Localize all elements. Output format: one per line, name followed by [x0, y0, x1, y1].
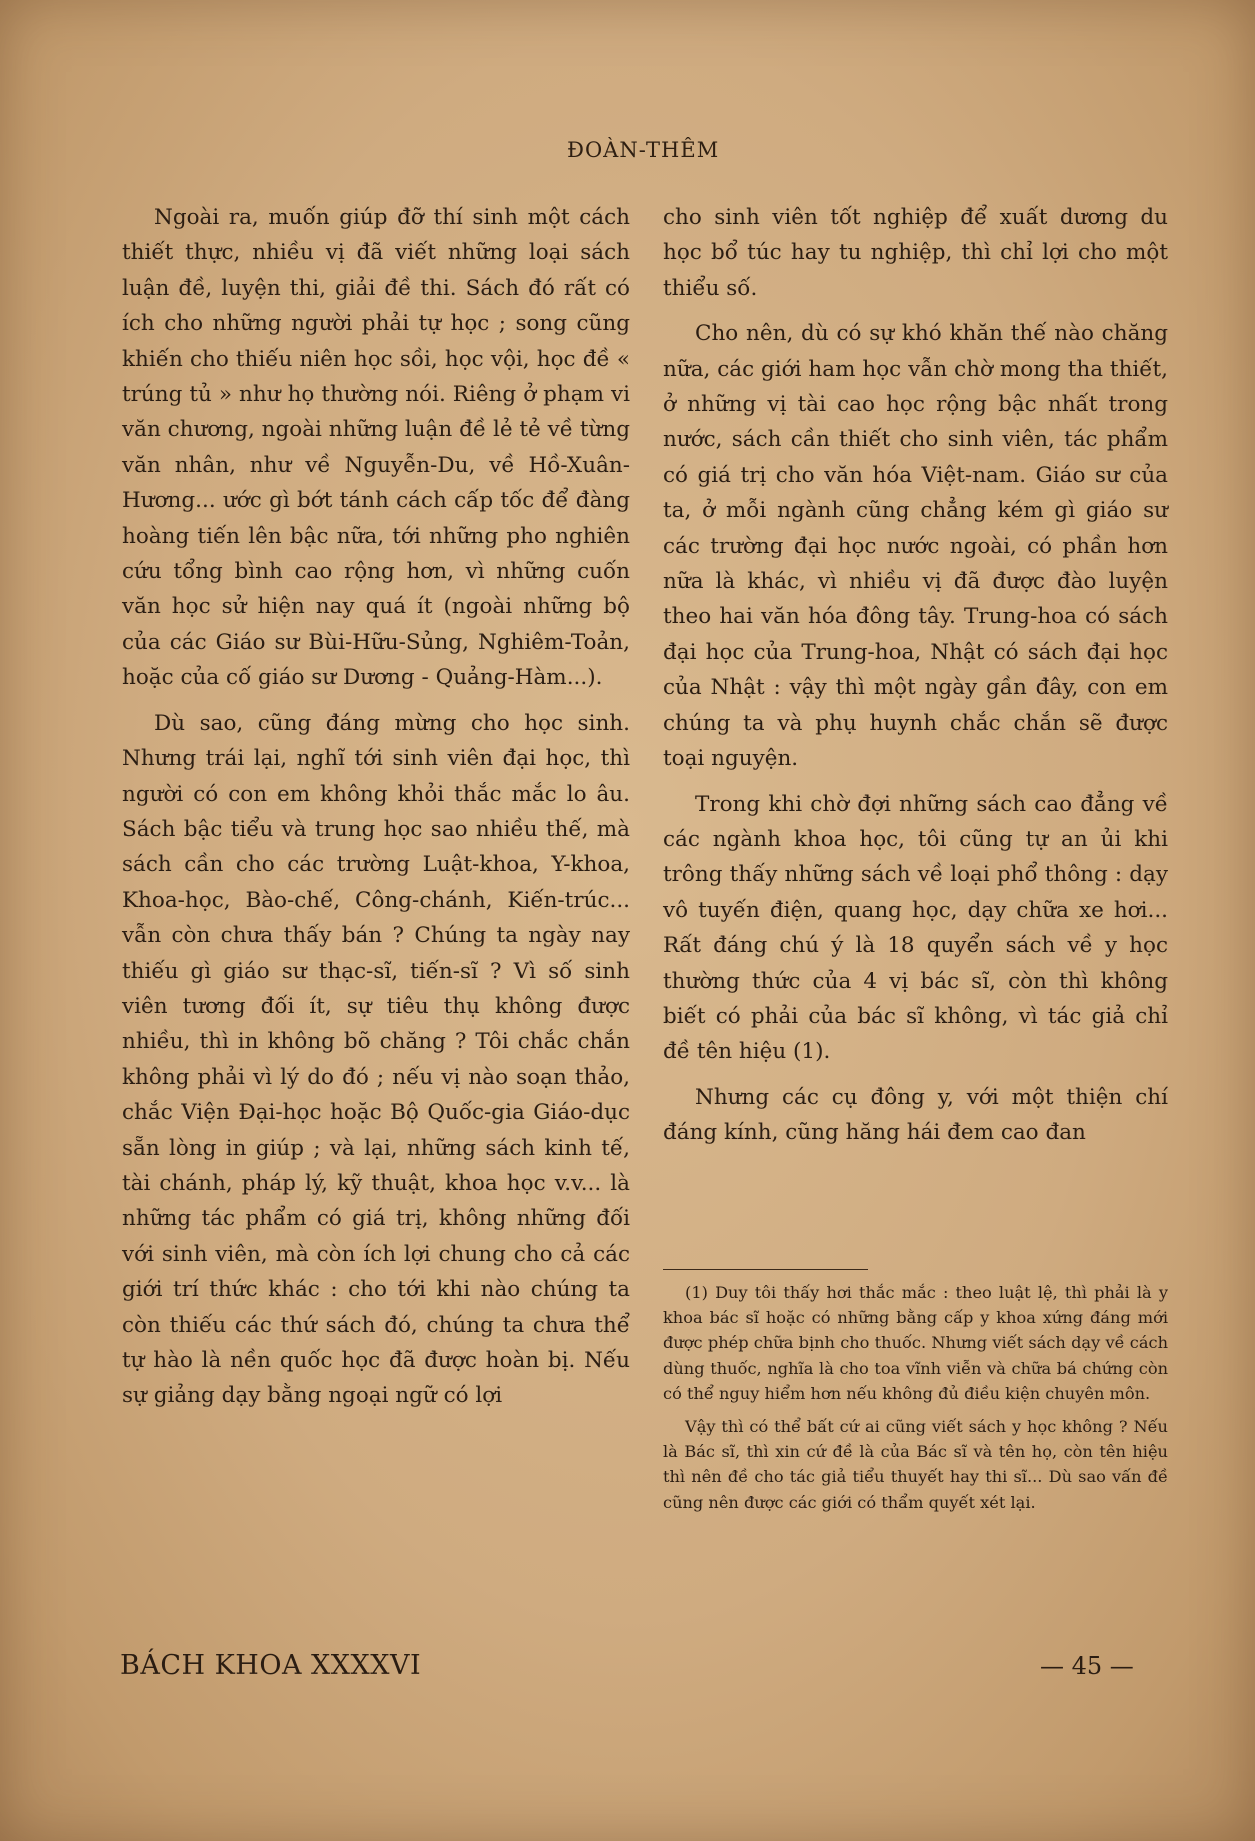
- paragraph: Ngoài ra, muốn giúp đỡ thí sinh một cách thiết thực, nhiều vị đã viết những loại sách luận đề, luyện thi, giải đề thi. Sách đó rất có ích cho những người phải tự học ; song cũng khiến cho thiếu niên học sồi, học vội, học đề « trúng tủ » như họ thường nói. Riêng ở phạm vi văn chương, ngoài những luận đề lẻ tẻ về từng văn nhân, như về Nguyễn-Du, về Hồ-Xuân-Hương... ước gì bớt tánh cách cấp tốc để đàng hoàng tiến lên bậc nữa, tới những pho nghiên cứu tổng bình cao rộng hơn, vì những cuốn văn học sử hiện nay quá ít (ngoài những bộ của các Giáo sư Bùi-Hữu-Sủng, Nghiêm-Toản, hoặc của cố giáo sư Dương - Quảng-Hàm...).: [122, 205, 630, 691]
- footnotes: [663, 1280, 1168, 1523]
- footnote: (1) Duy tôi thấy hơi thắc mắc : theo luật lệ, thì phải là y khoa bác sĩ hoặc có những bằng cấp y khoa xứng đáng mới được phép chữa bịnh cho thuốc. Nhưng viết sách dạy về cách dùng thuốc, nghĩa là cho toa vĩnh viễn và chữa bá chứng còn có thể nguy hiểm hơn nếu không đủ điều kiện chuyên môn.: [663, 1283, 1168, 1403]
- paragraph: Trong khi chờ đợi những sách cao đẳng về các ngành khoa học, tôi cũng tự an ủi khi trông thấy những sách về loại phổ thông : dạy vô tuyến điện, quang học, dạy chữa xe hơi... Rất đáng chú ý là 18 quyển sách về y học thường thức của 4 vị bác sĩ, còn thì không biết có phải của bác sĩ không, vì tác giả chỉ đề tên hiệu (1).: [663, 791, 1168, 1065]
- left-column: [122, 200, 630, 1424]
- footnote: Vậy thì có thể bất cứ ai cũng viết sách y học không ? Nếu là Bác sĩ, thì xin cứ đề là của Bác sĩ và tên họ, còn tên hiệu thì nên đề cho tác giả tiểu thuyết hay thi sĩ... Dù sao vấn đề cũng nên được các giới có thẩm quyết xét lại.: [663, 1417, 1168, 1512]
- paragraph: Cho nên, dù có sự khó khăn thế nào chăng nữa, các giới ham học vẫn chờ mong tha thiết, ở những vị tài cao học rộng bậc nhất trong nước, sách cần thiết cho sinh viên, tác phẩm có giá trị cho văn hóa Việt-nam. Giáo sư của ta, ở mỗi ngành cũng chẳng kém gì giáo sư các trường đại học nước ngoài, có phần hơn nữa là khác, vì nhiều vị đã được đào luyện theo hai văn hóa đông tây. Trung-hoa có sách đại học của Trung-hoa, Nhật có sách đại học của Nhật : vậy thì một ngày gần đây, con em chúng ta và phụ huynh chắc chắn sẽ được toại nguyện.: [663, 321, 1168, 772]
- paragraph: Nhưng các cụ đông y, với một thiện chí đáng kính, cũng hăng hái đem cao đan: [663, 1084, 1168, 1146]
- paragraph: Dù sao, cũng đáng mừng cho học sinh. Nhưng trái lại, nghĩ tới sinh viên đại học, thì người có con em không khỏi thắc mắc lo âu. Sách bậc tiểu và trung học sao nhiều thế, mà sách cần cho các trường Luật-khoa, Y-khoa, Khoa-học, Bào-chế, Công-chánh, Kiến-trúc... vẫn còn chưa thấy bán ? Chúng ta ngày nay thiếu gì giáo sư thạc-sĩ, tiến-sĩ ? Vì số sinh viên tương đối ít, sự tiêu thụ không được nhiều, thì in không bõ chăng ? Tôi chắc chắn không phải vì lý do đó ; nếu vị nào soạn thảo, chắc Viện Đại-học hoặc Bộ Quốc-gia Giáo-dục sẵn lòng in giúp ; và lại, những sách kinh tế, tài chánh, pháp lý, kỹ thuật, khoa học v.v... là những tác phẩm có giá trị, không những đối với sinh viên, mà còn ích lợi chung cho cả các giới trí thức khác : cho tới khi nào chúng ta còn thiếu các thứ sách đó, chúng ta chưa thể tự hào là nền quốc học đã được hoàn bị. Nếu sự giảng dạy bằng ngoại ngữ có lợi: [122, 710, 630, 1409]
- page-number: — 45 —: [1040, 1652, 1134, 1680]
- right-column: [663, 200, 1168, 1161]
- publication-name: BÁCH KHOA XXXXVI: [120, 1650, 422, 1681]
- footnote-divider: [663, 1269, 868, 1270]
- running-header: ĐOÀN-THÊM: [567, 138, 720, 162]
- paragraph: cho sinh viên tốt nghiệp để xuất dương du học bổ túc hay tu nghiệp, thì chỉ lợi cho một thiểu số.: [663, 205, 1168, 301]
